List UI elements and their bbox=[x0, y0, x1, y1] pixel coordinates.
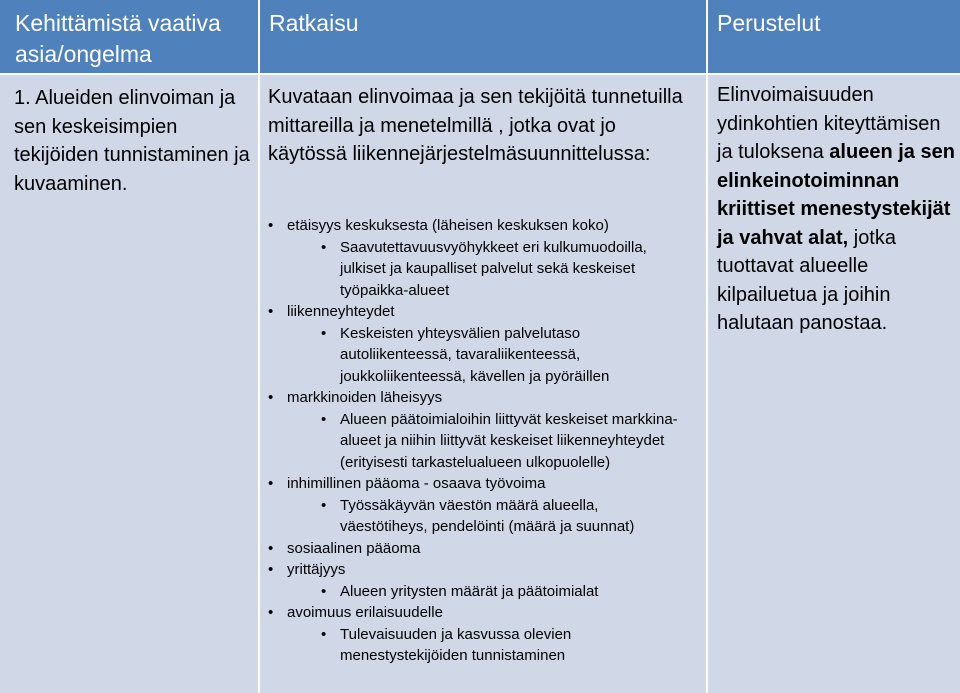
solution-item: • inhimillinen pääoma - osaava työvoima bbox=[260, 473, 706, 495]
header-solution-label: Ratkaisu bbox=[269, 10, 359, 36]
solution-subitem: • Keskeisten yhteysvälien palvelutaso autoliikenteessä, tavaraliikenteessä, joukkoliikenteessä, kävellen ja pyöräillen bbox=[260, 323, 706, 388]
solution-item: • liikenneyhteydet bbox=[260, 301, 706, 323]
justification-cell bbox=[708, 75, 960, 693]
solution-item: • etäisyys keskuksesta (läheisen keskuksen koko) bbox=[260, 215, 706, 237]
solution-item: • avoimuus erilaisuudelle bbox=[260, 602, 706, 624]
header-solution bbox=[260, 0, 706, 73]
solution-item: • yrittäjyys bbox=[260, 559, 706, 581]
header-justification-label: Perustelut bbox=[717, 10, 821, 36]
problem-cell bbox=[0, 75, 258, 693]
solution-item: • markkinoiden läheisyys bbox=[260, 387, 706, 409]
solution-subitem: • Tulevaisuuden ja kasvussa olevien menestystekijöiden tunnistaminen bbox=[260, 624, 706, 667]
header-problem bbox=[0, 0, 258, 73]
problem-text: 1. Alueiden elinvoiman ja sen keskeisimpien tekijöiden tunnistaminen ja kuvaaminen. bbox=[14, 87, 250, 195]
solution-intro: Kuvataan elinvoimaa ja sen tekijöitä tunnetuilla mittareilla ja menetelmillä , jotka ovat jo käytössä liikennejärjestelmäsuunnittelussa: bbox=[268, 86, 683, 165]
justification-emphasis: alueen ja sen elinkeinotoiminnan kriittiset menestystekijät ja vahvat alat, bbox=[717, 141, 955, 249]
solution-subitem: • Alueen päätoimialoihin liittyvät keskeiset markkina-alueet ja niihin liittyvät keskeiset liikenneyhteydet (erityisesti tarkastelualueen ulkopuolelle) bbox=[260, 409, 706, 474]
solution-item: • sosiaalinen pääoma bbox=[260, 538, 706, 560]
justification-part1: Elinvoimaisuuden ydinkohtien kiteyttämisen ja tuloksena bbox=[717, 84, 941, 163]
solution-list bbox=[260, 215, 706, 667]
solution-cell bbox=[260, 75, 706, 693]
justification-text bbox=[717, 81, 955, 338]
solution-subitem: • Saavutettavuusvyöhykkeet eri kulkumuodoilla, julkiset ja kaupalliset palvelut sekä keskeiset työpaikka-alueet bbox=[260, 237, 706, 302]
header-problem-label: Kehittämistä vaativa asia/ongelma bbox=[15, 10, 221, 67]
solution-subitem: • Alueen yritysten määrät ja päätoimialat bbox=[260, 581, 706, 603]
solution-subitem: • Työssäkäyvän väestön määrä alueella, väestötiheys, pendelöinti (määrä ja suunnat) bbox=[260, 495, 706, 538]
header-justification bbox=[708, 0, 960, 73]
justification-part3: jotka tuottavat alueelle kilpailuetua ja joihin halutaan panostaa. bbox=[717, 226, 896, 334]
